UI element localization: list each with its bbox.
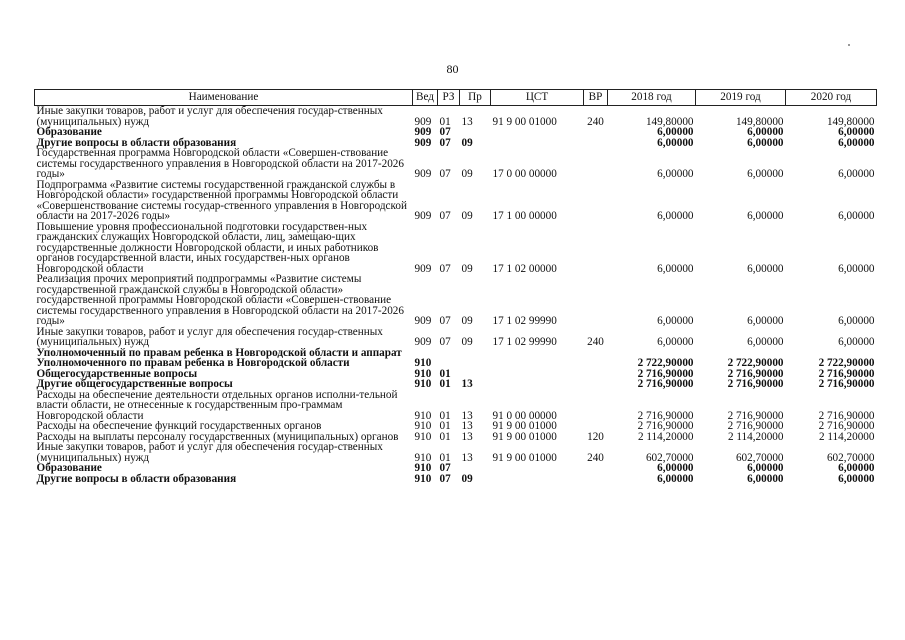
cell-2020: 602,70000 [826, 451, 875, 464]
cell-2020: 6,00000 [838, 210, 875, 222]
cell-name: Другие вопросы в области образования [36, 472, 237, 485]
cell-name: Повышение уровня профессиональной подготовки государствен-ных гражданских служащих Новгородской области, лиц, замещаю-щих государственные должности Новгородской области, и иных работников органов государственной власти, иных государствен-ных органов Новгородской области [36, 220, 379, 275]
cell-2019: 6,00000 [747, 315, 784, 327]
cell-2019: 2 722,90000 [727, 357, 784, 369]
budget-table [34, 89, 877, 484]
cell-2020: 6,00000 [838, 262, 875, 275]
cell-2020: 6,00000 [838, 168, 875, 180]
cell-cst: 17 1 02 99990 [492, 315, 557, 327]
cell-rz: 01 [439, 451, 451, 464]
cell-rz: 07 [439, 315, 451, 327]
cell-2018: 6,00000 [657, 472, 694, 485]
cell-name: Другие вопросы в области образования [36, 136, 237, 149]
cell-name: Иные закупки товаров, работ и услуг для обеспечения государ-ственных (муниципальных) нужд [36, 441, 383, 464]
cell-rz: 01 [439, 430, 451, 443]
cell-cst [491, 463, 584, 474]
table-row [35, 222, 877, 275]
cell-ved: 910 [414, 472, 432, 485]
cell-ved: 909 [414, 315, 432, 327]
cell-ved: 910 [414, 378, 432, 390]
cell-ved: 910 [414, 357, 432, 369]
table-row [35, 127, 877, 138]
cell-2019: 6,00000 [747, 210, 784, 222]
cell-2018: 6,00000 [657, 168, 694, 180]
cell-2018: 149,80000 [645, 115, 694, 128]
header-vr: ВР [584, 90, 608, 106]
cell-cst [491, 474, 584, 485]
table-row [35, 327, 877, 348]
cell-ved: 910 [414, 367, 432, 380]
cell-cst [491, 369, 584, 380]
cell-2019: 2 114,20000 [727, 430, 784, 443]
cell-2018: 6,00000 [657, 262, 694, 275]
cell-2020: 2 716,90000 [818, 378, 875, 390]
cell-name: Иные закупки товаров, работ и услуг для обеспечения государ-ственных (муниципальных) нужд [36, 325, 383, 348]
cell-cst: 17 1 02 99990 [492, 336, 557, 348]
cell-pr: 13 [461, 409, 473, 422]
cell-ved: 909 [414, 126, 432, 138]
cell-2019: 602,70000 [735, 451, 784, 464]
table-row [35, 474, 877, 485]
header-rz: РЗ [438, 90, 460, 106]
cell-2018: 2 716,90000 [637, 409, 694, 422]
cell-cst [491, 127, 584, 138]
cell-2020: 6,00000 [838, 462, 875, 474]
cell-rz: 07 [439, 136, 451, 149]
header-2018: 2018 год [608, 90, 696, 106]
header-pr: Пр [460, 90, 491, 106]
header-cst: ЦСТ [491, 90, 584, 106]
cell-2019: 2 716,90000 [727, 409, 784, 422]
cell-2018: 602,70000 [645, 451, 694, 464]
table-row [35, 274, 877, 327]
table-row [35, 442, 877, 463]
cell-vr [584, 369, 608, 380]
table-row [35, 421, 877, 432]
cell-ved: 910 [414, 451, 432, 464]
cell-ved: 910 [414, 409, 432, 422]
cell-name: Реализация прочих мероприятий подпрограммы «Развитие системы государственной гражданской службы в Новгородской области» государственной программы Новгородской области «Совершен-ствование системы государственного управления в Новгородской области на 2017-2026 годы» [36, 273, 404, 327]
cell-vr [584, 222, 608, 275]
cell-rz: 07 [439, 168, 451, 180]
cell-cst [491, 379, 584, 390]
cell-pr: 09 [461, 168, 473, 180]
cell-cst: 91 0 00 00000 [492, 409, 557, 422]
cell-cst [491, 138, 584, 149]
cell-2019: 6,00000 [747, 136, 784, 149]
cell-pr: 13 [461, 451, 473, 464]
cell-2019: 6,00000 [747, 462, 784, 474]
cell-rz: 07 [439, 462, 451, 474]
scan-speck [848, 44, 850, 46]
cell-vr: 240 [587, 451, 604, 464]
table-row [35, 463, 877, 474]
cell-2020: 2 716,90000 [818, 409, 875, 422]
table-row [35, 390, 877, 422]
cell-rz [438, 348, 460, 369]
cell-rz: 07 [439, 210, 451, 222]
cell-2020: 6,00000 [838, 472, 875, 485]
cell-name: Подпрограмма «Развитие системы государственной гражданской службы в Новгородской области» государственной программы Новгородской области «Совершенствование системы государ-ственного управления в Новгородской области на 2017-2026 годы» [36, 178, 407, 222]
cell-vr [584, 390, 608, 422]
cell-vr [584, 180, 608, 222]
cell-cst: 91 9 00 01000 [492, 115, 557, 128]
cell-pr: 09 [461, 336, 473, 348]
cell-cst: 17 1 00 00000 [492, 210, 557, 222]
cell-rz: 07 [439, 336, 451, 348]
cell-vr: 240 [587, 115, 604, 128]
cell-2020: 2 722,90000 [818, 357, 875, 369]
cell-vr [584, 274, 608, 327]
cell-vr [584, 348, 608, 369]
cell-pr: 09 [461, 472, 473, 485]
cell-pr: 09 [461, 262, 473, 275]
cell-2020: 149,80000 [826, 115, 875, 128]
table-row [35, 148, 877, 180]
cell-rz: 01 [439, 420, 451, 432]
cell-name: Образование [36, 462, 102, 474]
cell-2020: 6,00000 [838, 136, 875, 149]
cell-vr [584, 463, 608, 474]
cell-2018: 6,00000 [657, 462, 694, 474]
table-row [35, 348, 877, 369]
cell-vr [584, 474, 608, 485]
cell-cst: 17 1 02 00000 [492, 262, 557, 275]
cell-2018: 6,00000 [657, 315, 694, 327]
page-number: 80 [446, 62, 459, 76]
cell-rz: 01 [439, 367, 451, 380]
cell-pr: 09 [461, 210, 473, 222]
cell-ved: 909 [414, 210, 432, 222]
cell-2020: 6,00000 [838, 315, 875, 327]
cell-cst: 91 9 00 01000 [492, 451, 557, 464]
cell-2020: 6,00000 [838, 126, 875, 138]
table-row [35, 106, 877, 128]
cell-vr [584, 379, 608, 390]
cell-ved: 910 [414, 462, 432, 474]
cell-rz: 01 [439, 409, 451, 422]
cell-cst [491, 348, 584, 369]
cell-pr [460, 348, 491, 369]
cell-ved: 910 [414, 430, 432, 443]
cell-2018: 6,00000 [657, 136, 694, 149]
cell-2019: 6,00000 [747, 126, 784, 138]
cell-ved: 909 [414, 262, 432, 275]
cell-pr [460, 127, 491, 138]
table-body [35, 106, 877, 485]
cell-rz: 01 [439, 115, 451, 128]
cell-vr [584, 148, 608, 180]
header-2019: 2019 год [696, 90, 786, 106]
cell-pr: 13 [461, 378, 473, 390]
cell-2019: 6,00000 [747, 168, 784, 180]
cell-vr: 240 [587, 336, 604, 348]
cell-2018: 2 716,90000 [637, 378, 694, 390]
header-name: Наименование [35, 90, 413, 106]
cell-name: Иные закупки товаров, работ и услуг для обеспечения государ-ственных (муниципальных) нужд [36, 105, 383, 128]
cell-ved: 909 [414, 115, 432, 128]
cell-name: Образование [36, 126, 102, 138]
cell-2020: 2 716,90000 [818, 367, 875, 380]
cell-ved: 909 [414, 136, 432, 149]
cell-ved: 909 [414, 168, 432, 180]
cell-2019: 6,00000 [747, 262, 784, 275]
cell-pr: 13 [461, 420, 473, 432]
cell-2018: 2 716,90000 [637, 420, 694, 432]
header-ved: Вед [413, 90, 438, 106]
cell-2018: 2 716,90000 [637, 367, 694, 380]
cell-vr [584, 421, 608, 432]
cell-vr: 120 [587, 430, 604, 443]
cell-2019: 6,00000 [747, 472, 784, 485]
cell-cst: 17 0 00 00000 [492, 168, 557, 180]
cell-2019: 2 716,90000 [727, 420, 784, 432]
table-row [35, 379, 877, 390]
cell-2020: 2 114,20000 [818, 430, 875, 443]
cell-name: Другие общегосударственные вопросы [36, 378, 233, 390]
table-header-row [35, 90, 877, 106]
cell-2018: 2 114,20000 [637, 430, 694, 443]
cell-pr: 13 [461, 430, 473, 443]
cell-pr: 09 [461, 136, 473, 149]
cell-cst: 91 9 00 01000 [492, 420, 557, 432]
cell-2020: 6,00000 [838, 336, 875, 348]
table-row [35, 180, 877, 222]
cell-rz: 07 [439, 262, 451, 275]
cell-rz: 01 [439, 378, 451, 390]
cell-ved: 910 [414, 420, 432, 432]
cell-2019: 2 716,90000 [727, 378, 784, 390]
cell-rz: 07 [439, 472, 451, 485]
cell-name: Расходы на обеспечение функций государственных органов [36, 420, 322, 432]
cell-name: Расходы на выплаты персоналу государственных (муниципальных) органов [36, 430, 399, 443]
cell-2018: 2 722,90000 [637, 357, 694, 369]
cell-2018: 6,00000 [657, 126, 694, 138]
cell-name: Расходы на обеспечение деятельности отдельных органов исполни-тельной власти области, не отнесенные к государственным про-граммам Новгородской области [36, 388, 398, 422]
cell-2019: 6,00000 [747, 336, 784, 348]
cell-cst: 91 9 00 01000 [492, 430, 557, 443]
cell-ved: 909 [414, 336, 432, 348]
cell-rz: 07 [439, 126, 451, 138]
cell-2020: 2 716,90000 [818, 420, 875, 432]
cell-name: Государственная программа Новгородской области «Совершен-ствование системы государственного управления в Новгородской области на 2017-2026 годы» [36, 147, 404, 180]
cell-name: Уполномоченный по правам ребенка в Новгородской области и аппарат Уполномоченного по правам ребенка в Новгородской области [36, 346, 402, 369]
cell-2018: 6,00000 [657, 336, 694, 348]
cell-pr: 13 [461, 115, 473, 128]
cell-pr [460, 463, 491, 474]
cell-2019: 149,80000 [735, 115, 784, 128]
cell-vr [584, 127, 608, 138]
cell-2018: 6,00000 [657, 210, 694, 222]
cell-2019: 2 716,90000 [727, 367, 784, 380]
cell-name: Общегосударственные вопросы [36, 367, 198, 380]
cell-pr: 09 [461, 315, 473, 327]
header-2020: 2020 год [786, 90, 877, 106]
cell-vr [584, 138, 608, 149]
